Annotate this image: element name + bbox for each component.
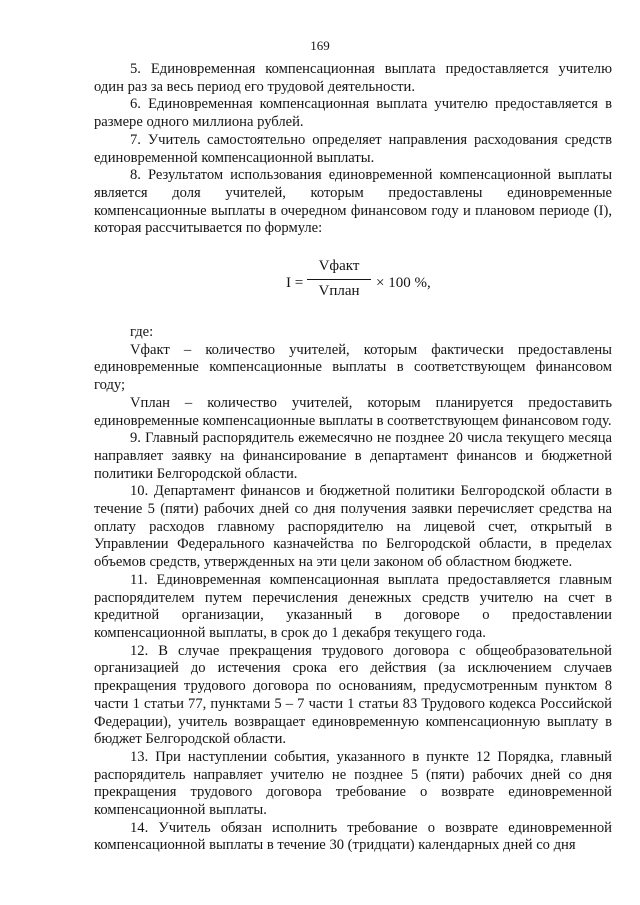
paragraph-8: 8. Результатом использования единовременной компенсационной выплаты является доля учителей, которым предоставлены единовременные компенсационные выплаты в очередном финансовом году и плановом периоде (I), которая рассчитывается по формуле: (94, 167, 612, 237)
formula-fraction (307, 258, 371, 302)
paragraph-7: 7. Учитель самостоятельно определяет направления расходования средств единовременной компенсационной выплаты. (94, 131, 612, 166)
page-number: 169 (310, 38, 330, 53)
paragraph-12: 12. В случае прекращения трудового договора с общеобразовательной организацией до истечения срока его действия (за исключением случаев прекращения трудового договора по основаниям, предусмотренным пунктом 8 части 1 статьи 77, пунктами 5 – 7 части 1 статьи 83 Трудового кодекса Российской Федерации), учитель возвращает единовременную компенсационную выплату в бюджет Белгородской области. (94, 642, 612, 748)
formula (94, 254, 612, 312)
paragraph-14: 14. Учитель обязан исполнить требование о возврате единовременной компенсационной выплаты в течение 30 (тридцати) календарных дней со дня (94, 819, 612, 854)
where-label: где: (130, 324, 154, 341)
formula-denominator: Vплан (318, 283, 360, 300)
paragraph-11: 11. Единовременная компенсационная выплата предоставляется главным распорядителем путем перечисления денежных средств учителю на счет в кредитной организации, указанный в договоре о предоставлении компенсационной выплаты, в срок до 1 декабря текущего года. (94, 571, 612, 641)
paragraph-6: 6. Единовременная компенсационная выплата учителю предоставляется в размере одного миллиона рублей. (94, 96, 612, 131)
paragraph-13: 13. При наступлении события, указанного в пункте 12 Порядка, главный распорядитель направляет учителю не позднее 5 (пяти) рабочих дней со дня прекращения трудового договора требование о возврате единовременной компенсационной выплаты. (94, 748, 612, 819)
formula-numerator: Vфакт (318, 258, 360, 275)
document-body (94, 61, 612, 855)
paragraph-9: 9. Главный распорядитель ежемесячно не позднее 20 числа текущего месяца направляет заявку на финансирование в департамент финансов и бюджетной политики Белгородской области. (94, 430, 612, 482)
definition-fact: Vфакт – количество учителей, которым фактически предоставлены единовременные компенсационные выплаты в соответствующем финансовом году; (94, 341, 612, 394)
paragraph-10: 10. Департамент финансов и бюджетной политики Белгородской области в течение 5 (пяти) рабочих дней со дня получения заявки перечисляет средства на оплату расходов главному распорядителю на лицевой счет, открытый в Управлении Федерального казначейства по Белгородской области, в пределах объемов средств, утвержденных на эти цели законом об областном бюджете. (94, 483, 612, 571)
fraction-bar (307, 279, 371, 280)
definition-plan: Vплан – количество учителей, которым планируется предоставить единовременные компенсационные выплаты в соответствующем финансовом году. (94, 394, 612, 429)
formula-rhs: × 100 %, (376, 275, 431, 292)
paragraph-5: 5. Единовременная компенсационная выплата предоставляется учителю один раз за весь период его трудовой деятельности. (94, 61, 612, 95)
formula-lhs: I = (286, 275, 304, 292)
